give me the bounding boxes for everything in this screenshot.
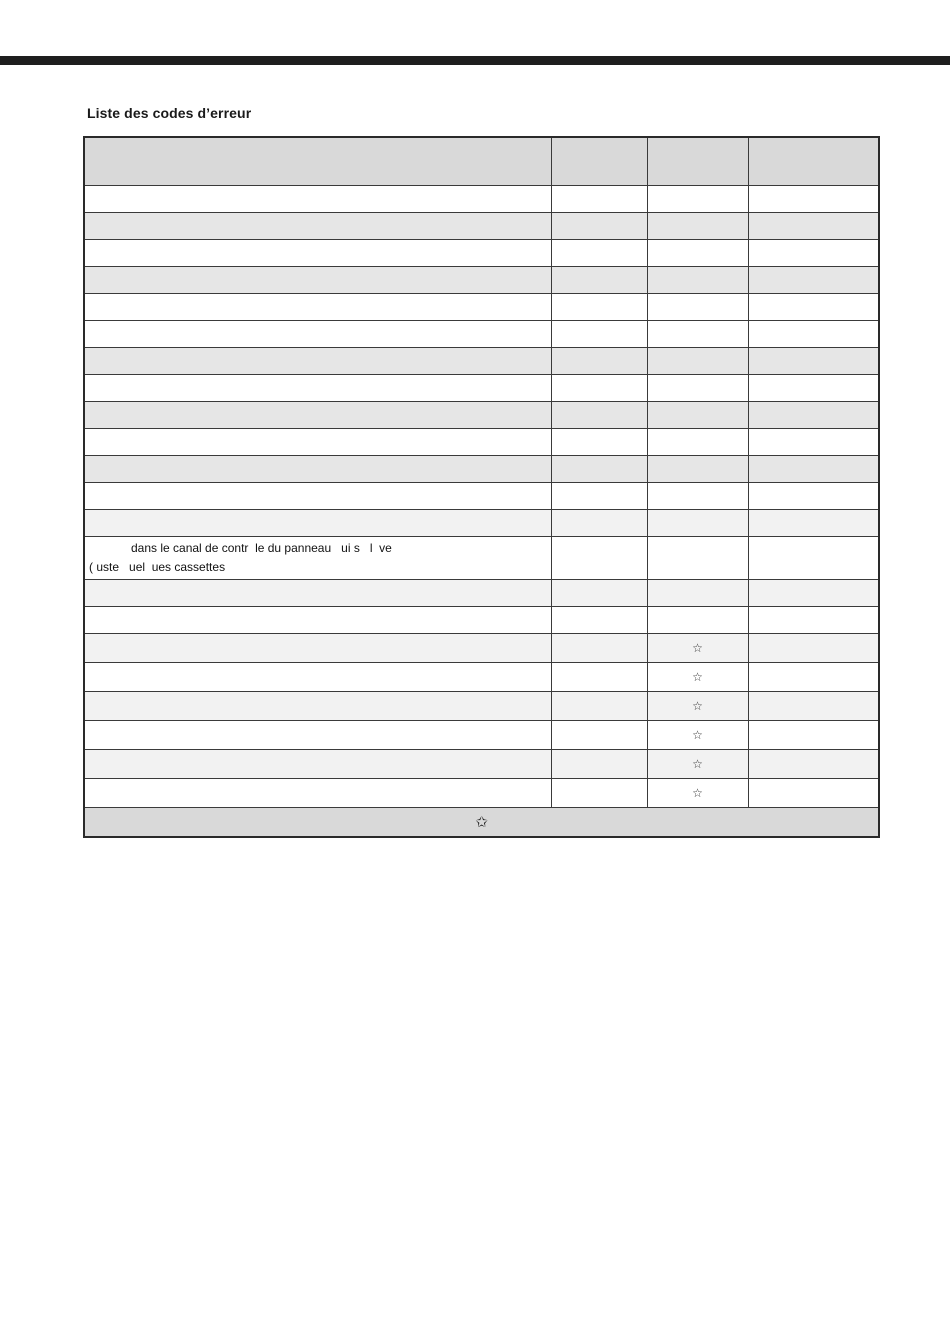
header-cell <box>748 137 879 186</box>
header-cell <box>84 137 551 186</box>
table-row <box>84 402 879 429</box>
table-footer-row <box>84 808 879 838</box>
table-row <box>84 186 879 213</box>
table-header-row <box>84 137 879 186</box>
table-row <box>84 267 879 294</box>
table-row <box>84 721 879 750</box>
table-row <box>84 375 879 402</box>
star-icon: ☆ <box>647 692 748 721</box>
header-cell <box>647 137 748 186</box>
row-description <box>84 537 551 580</box>
table-row <box>84 483 879 510</box>
table-row <box>84 580 879 607</box>
table-row <box>84 213 879 240</box>
table-row <box>84 634 879 663</box>
header-cell <box>551 137 647 186</box>
top-rule <box>0 56 950 65</box>
table-row <box>84 321 879 348</box>
star-icon: ☆ <box>647 634 748 663</box>
star-icon: ☆ <box>647 750 748 779</box>
table-row <box>84 294 879 321</box>
star-icon: ☆ <box>647 779 748 808</box>
table-row <box>84 779 879 808</box>
table-row <box>84 456 879 483</box>
table-row <box>84 348 879 375</box>
row-description-line: ( uste uel ues cassettes <box>89 560 226 574</box>
row-description-line: dans le canal de contr le du panneau ui s l ve <box>131 541 392 555</box>
table-row <box>84 663 879 692</box>
table-row <box>84 750 879 779</box>
table-row <box>84 429 879 456</box>
table-row <box>84 510 879 537</box>
table-row <box>84 240 879 267</box>
star-icon: ☆ <box>647 721 748 750</box>
table-row <box>84 607 879 634</box>
table-row <box>84 692 879 721</box>
star-icon: ☆ <box>647 663 748 692</box>
footer-star-icon: ✩ <box>84 808 879 838</box>
page-title: Liste des codes d’erreur <box>87 105 252 121</box>
error-codes-table <box>83 136 880 838</box>
table-row <box>84 537 879 580</box>
